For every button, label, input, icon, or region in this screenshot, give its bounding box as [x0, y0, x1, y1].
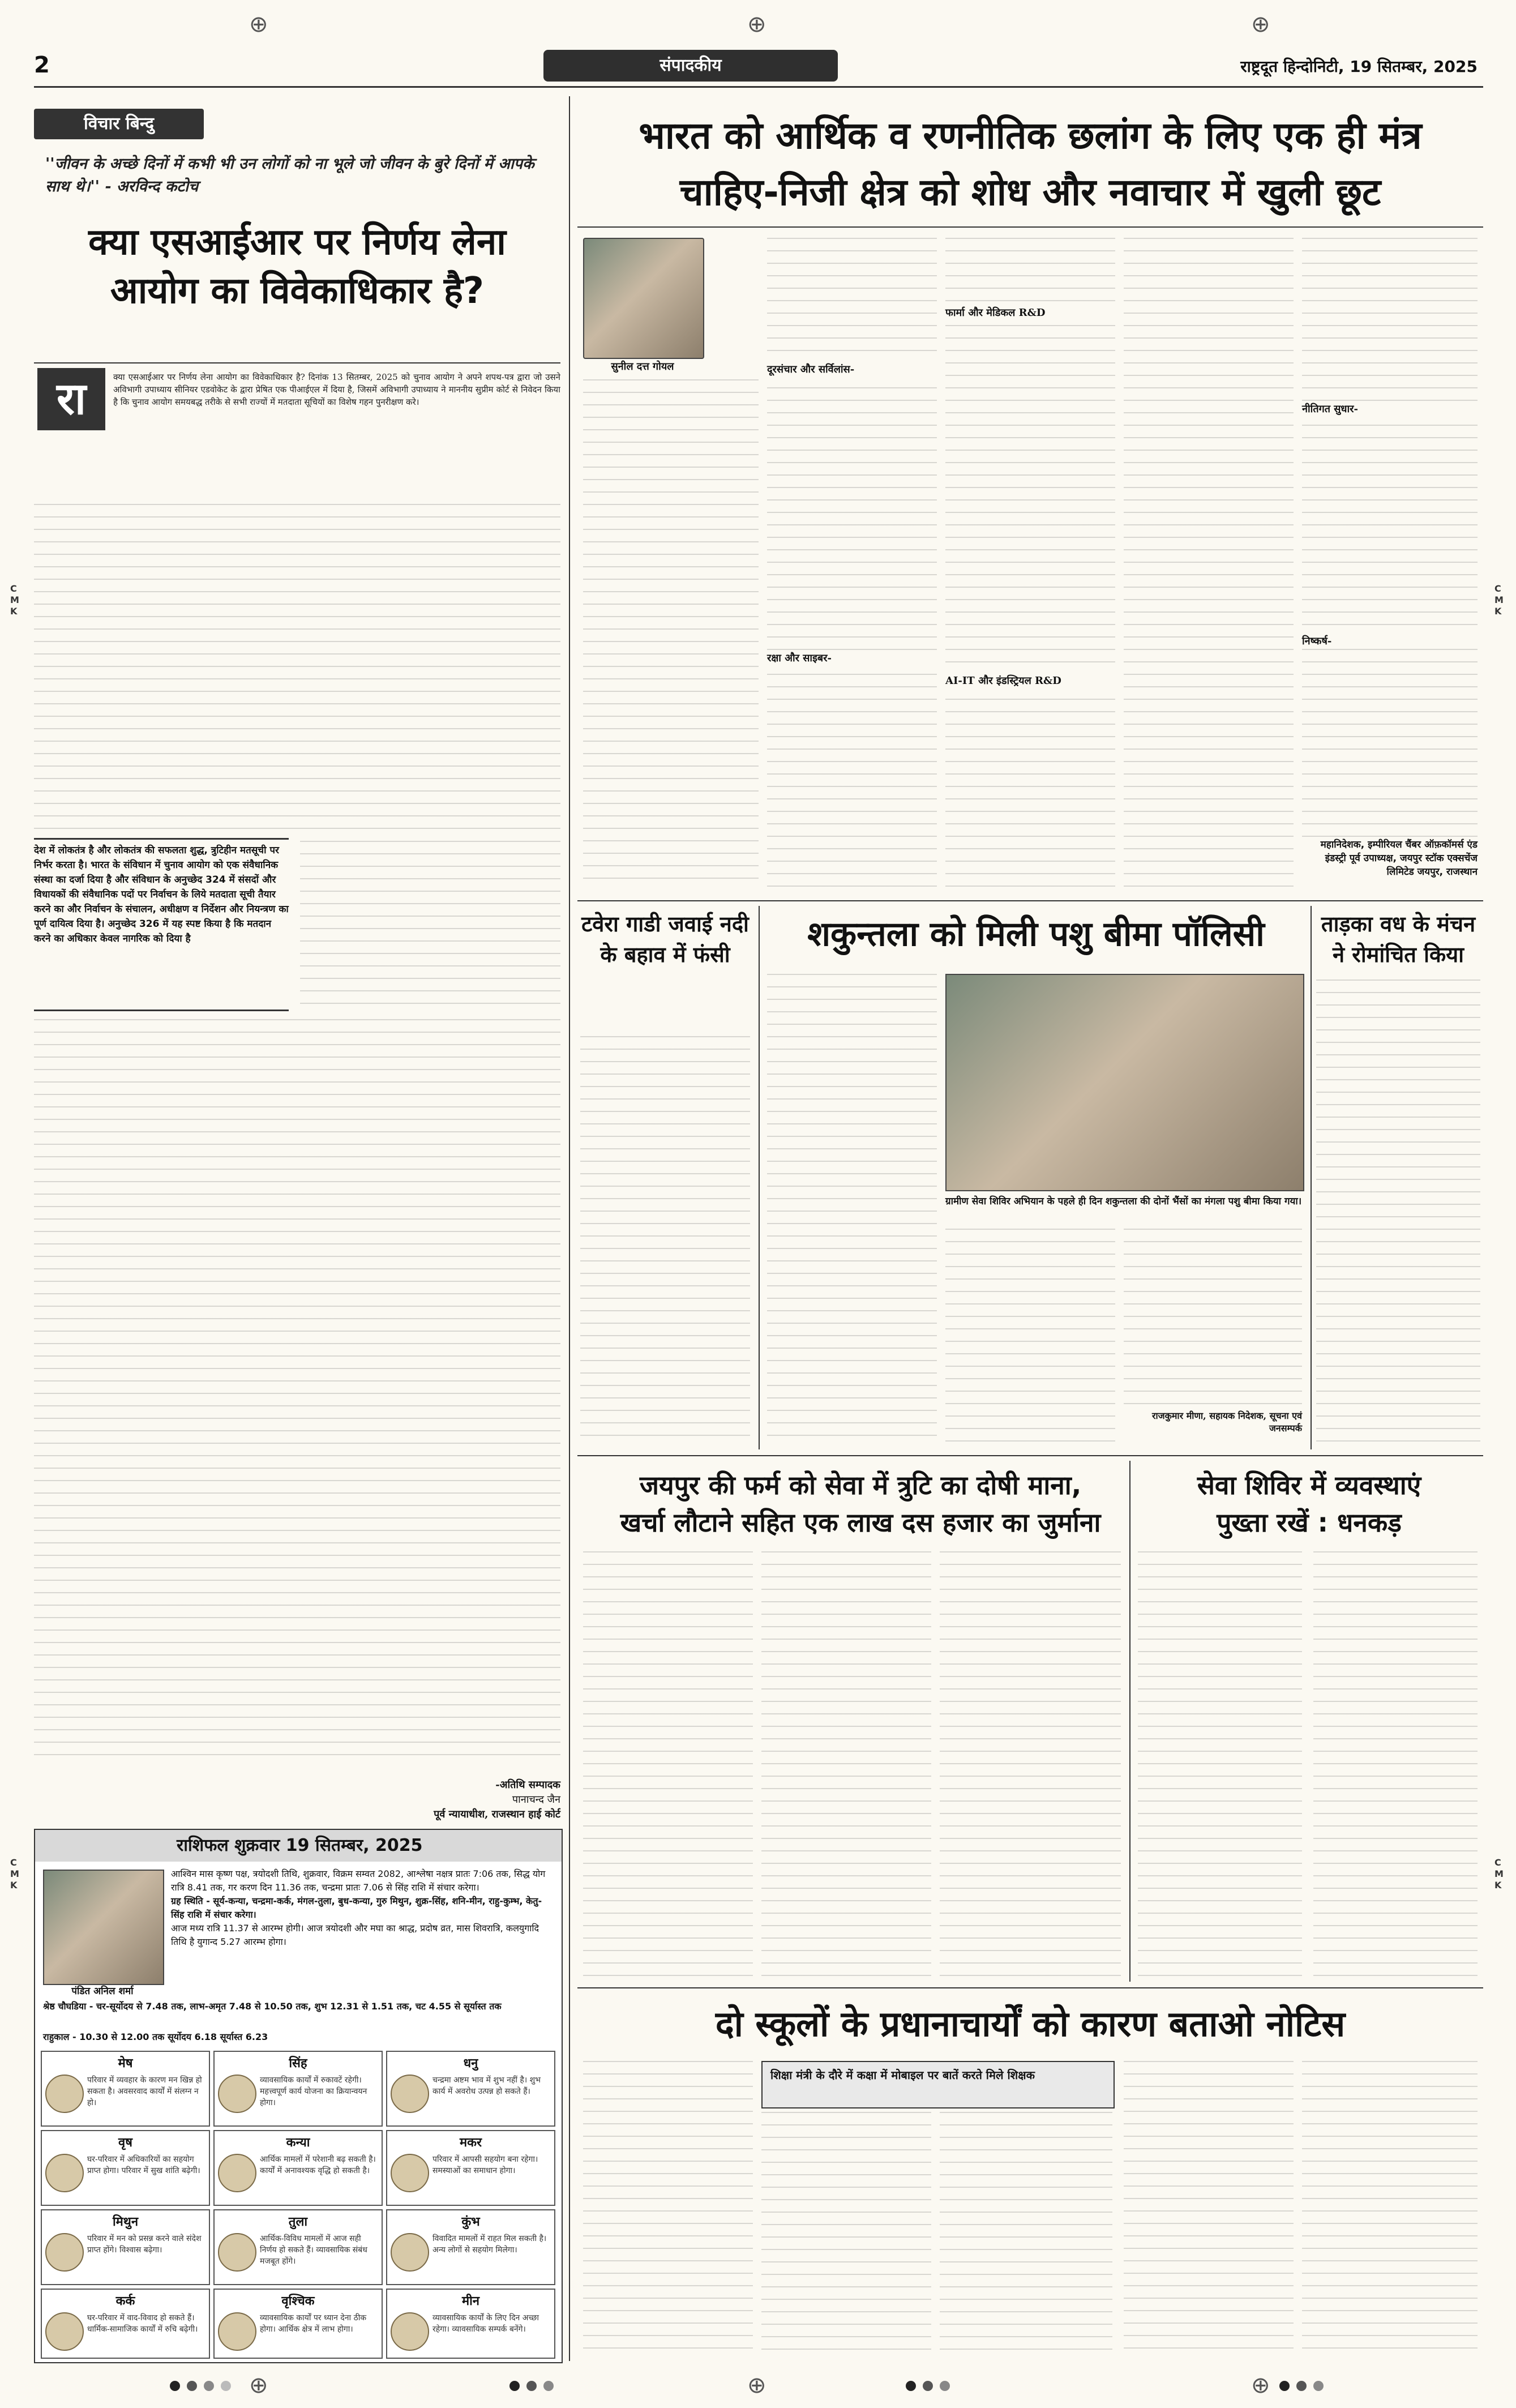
cmk-mark-left-lower: C M K	[10, 1857, 19, 1891]
story-divider	[1311, 906, 1312, 1449]
lead-col5-body	[1302, 238, 1478, 838]
rashi-cell: कर्क घर-परिवार में वाद-विवाद हो सकते हैं। धार्मिक-सामाजिक कार्यों में रुचि बढ़ेगी।	[41, 2289, 210, 2359]
registration-mark-bottom-center: ⊕	[747, 2372, 766, 2398]
capricorn-icon	[391, 2154, 429, 2192]
lead-bottom-rule	[577, 900, 1483, 901]
shakuntala-photo	[945, 974, 1304, 1191]
editorial-headline-rule	[34, 362, 560, 363]
shakuntala-col2	[945, 1229, 1115, 1444]
scorpio-icon	[218, 2312, 256, 2351]
lead-headline-line2: चाहिए-निजी क्षेत्र को शोध और नवाचार में खुली छूट	[679, 170, 1381, 214]
rashi-cell: मेष परिवार में व्यवहार के कारण मन खिन्न हो सकता है। अवसरवाद कार्यों में संलग्न न हो।	[41, 2051, 210, 2127]
jaipur-col2	[761, 1551, 931, 1976]
editorial-intro: क्या एसआईआर पर निर्णय लेना आयोग का विवेकाधिकार है? दिनांक 13 सितम्बर, 2025 को चुनाव आयोग ने अपने शपथ-पत्र द्वारा जो उसने अविभागी उपाध्याय सीनियर एडवोकेट के द्वारा प्रेषित एक पीआईएल में दिया है, जिसमें अविभागी उपाध्याय ने माननीय सुप्रीम कोर्ट से निवेदन किया है कि चुनाव आयोग समयबद्ध तरीके से सभी राज्यों में मतदाता सूचियों का विशेष गहन पुनरीक्षण करे।	[113, 372, 560, 407]
author-photo	[583, 238, 704, 359]
notice-col4	[1124, 2061, 1294, 2355]
editorial-dropcap: रा	[37, 368, 105, 430]
registration-mark-bottom-right: ⊕	[1251, 2372, 1270, 2398]
header-rule	[34, 86, 1483, 88]
shakuntala-credit: राजकुमार मीणा, सहायक निदेशक, सूचना एवं जनसम्पर्क	[1152, 1410, 1302, 1434]
notice-col5	[1302, 2061, 1478, 2355]
rahukal: राहुकाल - 10.30 से 12.00 तक सूर्योदय 6.18 सूर्यास्त 6.23	[43, 2031, 268, 2042]
jaipur-col3	[940, 1551, 1121, 1976]
section-label: संपादकीय	[543, 50, 838, 82]
color-dot	[940, 2381, 950, 2391]
shakuntala-caption: ग्रामीण सेवा शिविर अभियान के पहले ही दिन शकुन्तला की दोनों भैंसों का मंगला पशु बीमा किया गया।	[945, 1196, 1302, 1207]
cmk-mark-left: C M K	[10, 583, 19, 617]
registration-mark-top-left: ⊕	[249, 11, 268, 37]
vichar-quote: ''जीवन के अच्छे दिनों में कभी भी उन लोगों को ना भूले जो जीवन के बुरे दिनों में आपके साथ थे।'' - अरविन्द कटोच	[45, 155, 534, 195]
lead-col2-body	[767, 238, 937, 889]
notice-col3	[940, 2112, 1112, 2355]
tadka-headline: ताड़का वध के मंचन ने रोमांचित किया	[1321, 912, 1476, 967]
virgo-icon	[218, 2154, 256, 2192]
story-divider	[1129, 1461, 1130, 1982]
tadka-body	[1316, 980, 1480, 1444]
editorial-pull-quote: देश में लोकतंत्र है और लोकतंत्र की सफलता शुद्ध, त्रुटिहीन मतसूची पर निर्भर करता है। भारत के संविधान में चुनाव आयोग को एक संवैधानिक संस्था का दर्जा दिया है और संविधान के अनुच्छेद 324 में संसदों और विधायकों की संवैधानिक पदों पर निर्वाचन के लिये मतदाता सूची तैयार करने का और निर्वाचन के संचालन, अधीक्षण व निर्देशन और नियन्त्रण का पूर्ण दायित्व दिया है। अनुच्छेद 326 में यह स्पष्ट किया है कि मतदान करने का अधिकार केवल नागरिक को दिया है	[34, 838, 289, 1011]
color-dot	[1279, 2381, 1290, 2391]
middle-bottom-rule	[577, 1455, 1483, 1456]
rashifal-title: राशिफल शुक्रवार 19 सितम्बर, 2025	[177, 1836, 423, 1855]
tempo-body	[580, 1036, 750, 1444]
editorial-headline	[34, 218, 560, 315]
editorial-headline-line2: आयोग का विवेकाधिकार है?	[110, 270, 485, 312]
seva-col2	[1313, 1551, 1478, 1976]
author-bio: महानिदेशक, इम्पीरियल चैंबर ऑफ़कॉमर्स एंड इंडस्ट्री पूर्व उपाध्यक्ष, जयपुर स्टॉक एक्सचेंज लिमिटेड जयपुर, राजस्थान	[1320, 839, 1478, 878]
cmk-mark-right-lower: C M K	[1494, 1857, 1504, 1891]
rashi-cell: तुला आर्थिक-विविध मामलों में आज सही निर्णय हो सकते हैं। व्यावसायिक संबंध मजबूत होंगे।	[213, 2209, 383, 2285]
color-dot	[204, 2381, 214, 2391]
lead-subhead: नीतिगत सुधार-	[1302, 402, 1478, 416]
jaipur-headline: जयपुर की फर्म को सेवा में त्रुटि का दोषी माना, खर्चा लौटाने सहित एक लाख दस हजार का जुर्माना	[620, 1470, 1101, 1538]
lead-subhead: फार्मा और मेडिकल R&D	[945, 306, 1115, 319]
lead-col4-body	[1124, 238, 1294, 889]
leo-icon	[218, 2075, 256, 2113]
page-number: 2	[34, 52, 50, 78]
tempo-headline: टवेरा गाडी जवाई नदी के बहाव में फंसी	[581, 912, 749, 967]
aquarius-icon	[391, 2233, 429, 2272]
seva-headline: सेवा शिविर में व्यवस्थाएं पुख्ता रखें : धनकड़	[1197, 1470, 1421, 1538]
editorial-body-top	[34, 504, 560, 832]
taurus-icon	[45, 2154, 84, 2192]
column-divider	[569, 96, 570, 2361]
choghadiya: श्रेष्ठ चौघडिया - चर-सूर्योदय से 7.48 तक, लाभ-अमृत 7.48 से 10.50 तक, शुभ 12.31 से 1.51 तक, चट 4.55 से सूर्यास्त तक	[43, 2001, 502, 2012]
color-dot	[1313, 2381, 1324, 2391]
color-dot	[526, 2381, 537, 2391]
rashi-cell: कुंभ विवादित मामलों में राहत मिल सकती है। अन्य लोगों से सहयोग मिलेगा।	[386, 2209, 555, 2285]
notice-headline: दो स्कूलों के प्रधानाचार्यों को कारण बताओ नोटिस	[715, 2003, 1346, 2045]
sagittarius-icon	[391, 2075, 429, 2113]
rashi-cell: वृष घर-परिवार में अधिकारियों का सहयोग प्राप्त होगा। परिवार में सुख शांति बढ़ेगी।	[41, 2130, 210, 2206]
lead-headline-rule	[577, 226, 1483, 228]
shakuntala-col3	[1124, 1229, 1302, 1404]
cancer-icon	[45, 2312, 84, 2351]
seva-col1	[1138, 1551, 1302, 1976]
lead-headline-line1: भारत को आर्थिक व रणनीतिक छलांग के लिए एक ही मंत्र	[639, 114, 1422, 157]
shakuntala-headline: शकुन्तला को मिली पशु बीमा पॉलिसी	[807, 914, 1265, 954]
color-dot	[187, 2381, 197, 2391]
lead-col1-body	[583, 379, 759, 889]
jaipur-col1	[583, 1551, 753, 1976]
rashifal-title-bar	[35, 1830, 562, 1862]
cmk-mark-right: C M K	[1494, 583, 1504, 617]
author-name: सुनील दत्त गोयल	[611, 361, 674, 373]
color-dot	[509, 2381, 520, 2391]
registration-mark-bottom-left: ⊕	[249, 2372, 268, 2398]
registration-mark-top-right: ⊕	[1251, 11, 1270, 37]
editorial-headline-line1: क्या एसआईआर पर निर्णय लेना	[88, 221, 506, 263]
paper-date: राष्ट्रदूत हिन्दोनिटी, 19 सितम्बर, 2025	[1240, 57, 1478, 76]
rashi-cell: सिंह व्यावसायिक कार्यों में रुकावटें रहेगी। महत्त्वपूर्ण कार्य योजना का क्रियान्वयन होगा।	[213, 2051, 383, 2127]
libra-icon	[218, 2233, 256, 2272]
pandit-photo	[43, 1870, 164, 1985]
pandit-name: पंडित अनिल शर्मा	[71, 1986, 134, 1997]
lead-headline	[577, 108, 1483, 221]
gemini-icon	[45, 2233, 84, 2272]
lead-col3-body	[945, 238, 1115, 889]
registration-mark-top-center: ⊕	[747, 11, 766, 37]
rashi-cell: वृश्चिक व्यावसायिक कार्यों पर ध्यान देना ठीक होगा। आर्थिक क्षेत्र में लाभ होगा।	[213, 2289, 383, 2359]
rashi-cell: धनु चन्द्रमा अष्टम भाव में शुभ नहीं है। शुभ कार्य में अवरोध उत्पन्न हो सकते हैं।	[386, 2051, 555, 2127]
notice-box: शिक्षा मंत्री के दौरे में कक्षा में मोबाइल पर बातें करते मिले शिक्षक	[761, 2061, 1115, 2108]
color-dot	[543, 2381, 554, 2391]
lead-subhead: AI-IT और इंडस्ट्रियल R&D	[945, 674, 1115, 687]
color-dot	[923, 2381, 933, 2391]
aries-icon	[45, 2075, 84, 2113]
color-dot	[170, 2381, 180, 2391]
notice-col2	[761, 2112, 931, 2355]
rashi-cell: मीन व्यावसायिक कार्यों के लिए दिन अच्छा रहेगा। व्यावसायिक सम्पर्क बनेंगे।	[386, 2289, 555, 2359]
color-dot	[221, 2381, 231, 2391]
color-dot	[1296, 2381, 1307, 2391]
top-bar	[34, 50, 1478, 84]
story-divider	[759, 906, 760, 1449]
editorial-body-mid	[300, 841, 560, 1011]
rashi-cell: कन्या आर्थिक मामलों में परेशानी बढ़ सकती है। कार्यों में अनावश्यक वृद्धि हो सकती है।	[213, 2130, 383, 2206]
jaipur-bottom-rule	[577, 1987, 1483, 1988]
color-dot	[906, 2381, 916, 2391]
lead-subhead: रक्षा और साइबर-	[767, 651, 937, 665]
vichar-label: विचार बिन्दु	[34, 109, 204, 139]
pisces-icon	[391, 2312, 429, 2351]
shakuntala-col1	[767, 974, 937, 1444]
editorial-body-bottom	[34, 1019, 560, 1755]
rashi-cell: मिथुन परिवार में मन को प्रसन्न करने वाले संदेश प्राप्त होंगे। विश्वास बढ़ेगा।	[41, 2209, 210, 2285]
notice-col1	[583, 2061, 753, 2355]
rashifal-box	[34, 1829, 563, 2363]
panchang-text: आश्विन मास कृष्ण पक्ष, त्रयोदशी तिथि, शुक्रवार, विक्रम सम्वत 2082, आश्लेषा नक्षत्र प्रातः 7:06 तक, सिद्ध योग रात्रि 8.41 तक, गर करण दिन 11.36 तक, चन्द्रमा प्रातः 7.06 से सिंह राशि में संचार करेगा। ग्रह स्थिति - सूर्य-कन्या, चन्द्रमा-कर्क, मंगल-तुला, बुध-कन्या, गुरु मिथुन, शुक्र-सिंह, शनि-मीन, राहु-कुम्भ, केतु-सिंह राशि में संचार करेगा। आज मध्य रात्रि 11.37 से आरम्भ होगी। आज त्रयोदशी और मघा का श्राद्ध, प्रदोष व्रत, मास शिवरात्रि, कलयुगादि तिथि है युगान्द 5.27 आरम्भ होगा।	[171, 1868, 546, 1947]
rashi-cell: मकर परिवार में आपसी सहयोग बना रहेगा। समस्याओं का समाधान होगा।	[386, 2130, 555, 2206]
editorial-signature: -अतिथि सम्पादक पानाचन्द जैन पूर्व न्यायाधीश, राजस्थान हाई कोर्ट	[434, 1779, 560, 1820]
lead-subhead: निष्कर्ष-	[1302, 634, 1478, 648]
lead-subhead: दूरसंचार और सर्विलांस-	[767, 362, 937, 376]
